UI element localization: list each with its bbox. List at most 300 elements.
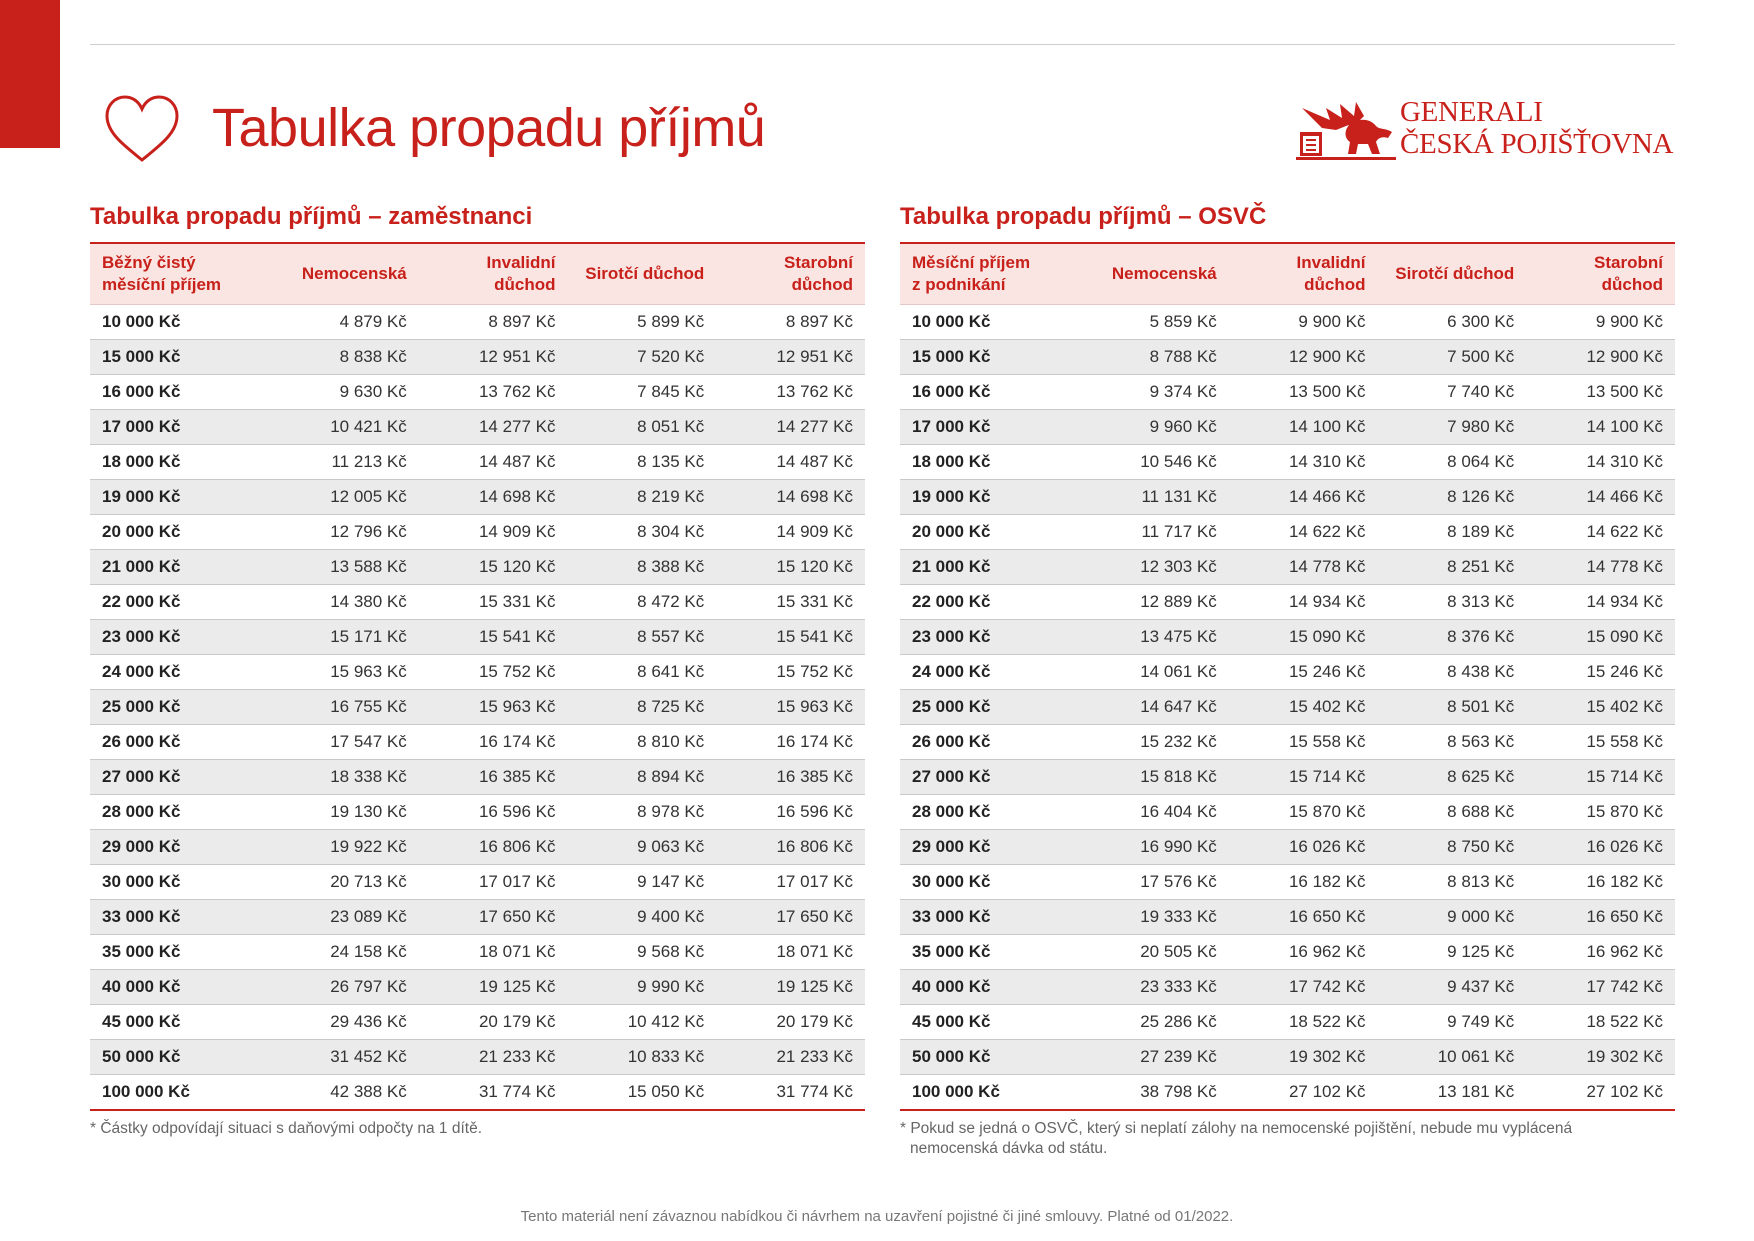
benefit-cell: 14 100 Kč	[1229, 410, 1378, 445]
income-cell: 29 000 Kč	[90, 830, 270, 865]
column-header: Měsíční příjem z podnikání	[900, 243, 1080, 305]
income-cell: 19 000 Kč	[90, 480, 270, 515]
benefit-cell: 16 174 Kč	[419, 725, 568, 760]
income-cell: 15 000 Kč	[90, 340, 270, 375]
benefit-cell: 12 889 Kč	[1080, 585, 1229, 620]
benefit-cell: 8 897 Kč	[716, 305, 865, 340]
benefit-cell: 13 762 Kč	[716, 375, 865, 410]
corner-accent-bar	[0, 0, 60, 148]
benefit-cell: 9 900 Kč	[1526, 305, 1675, 340]
income-cell: 21 000 Kč	[900, 550, 1080, 585]
benefit-cell: 8 189 Kč	[1378, 515, 1527, 550]
income-cell: 16 000 Kč	[900, 375, 1080, 410]
benefit-cell: 18 071 Kč	[716, 935, 865, 970]
benefit-cell: 14 466 Kč	[1229, 480, 1378, 515]
benefit-cell: 31 774 Kč	[776, 1082, 853, 1101]
top-divider	[90, 44, 1675, 45]
table-row	[90, 725, 865, 760]
benefit-cell: 8 501 Kč	[1378, 690, 1527, 725]
benefit-cell: 16 385 Kč	[716, 760, 865, 795]
benefit-cell: 14 487 Kč	[419, 445, 568, 480]
income-cell: 33 000 Kč	[900, 900, 1080, 935]
benefit-cell: 20 179 Kč	[419, 1005, 568, 1040]
income-cell: 26 000 Kč	[900, 725, 1080, 760]
table-row	[90, 1075, 865, 1111]
benefit-cell: 15 402 Kč	[1229, 690, 1378, 725]
benefit-cell: 15 541 Kč	[716, 620, 865, 655]
table-row	[900, 1075, 1675, 1111]
benefit-cell: 14 778 Kč	[1229, 550, 1378, 585]
benefit-cell: 9 630 Kč	[270, 375, 419, 410]
benefit-cell: 14 277 Kč	[419, 410, 568, 445]
benefit-cell: 19 333 Kč	[1080, 900, 1229, 935]
benefit-cell: 14 698 Kč	[716, 480, 865, 515]
benefit-cell: 21 233 Kč	[419, 1040, 568, 1075]
income-cell: 27 000 Kč	[900, 760, 1080, 795]
benefit-cell: 14 909 Kč	[716, 515, 865, 550]
benefit-cell: 10 412 Kč	[568, 1005, 717, 1040]
table-row	[90, 550, 865, 585]
income-cell: 50 000 Kč	[90, 1040, 270, 1075]
benefit-cell: 18 338 Kč	[270, 760, 419, 795]
benefit-cell: 14 487 Kč	[716, 445, 865, 480]
income-cell: 23 000 Kč	[900, 620, 1080, 655]
benefit-cell: 8 810 Kč	[568, 725, 717, 760]
benefit-cell: 15 050 Kč	[627, 1082, 705, 1101]
benefit-cell: 13 588 Kč	[270, 550, 419, 585]
benefit-cell: 15 558 Kč	[1526, 725, 1675, 760]
benefit-cell: 16 962 Kč	[1526, 935, 1675, 970]
table-row	[900, 340, 1675, 375]
benefit-cell: 8 897 Kč	[419, 305, 568, 340]
table-row	[90, 340, 865, 375]
benefit-cell: 42 388 Kč	[330, 1082, 407, 1101]
table-row	[90, 655, 865, 690]
benefit-cell: 15 752 Kč	[419, 655, 568, 690]
benefit-cell: 12 951 Kč	[716, 340, 865, 375]
benefit-cell: 19 125 Kč	[716, 970, 865, 1005]
benefit-cell: 7 740 Kč	[1378, 375, 1527, 410]
benefit-cell: 10 833 Kč	[568, 1040, 717, 1075]
benefit-cell: 9 063 Kč	[568, 830, 717, 865]
income-cell: 40 000 Kč	[90, 970, 270, 1005]
benefit-cell: 8 251 Kč	[1378, 550, 1527, 585]
benefit-cell: 12 303 Kč	[1080, 550, 1229, 585]
benefit-cell: 8 838 Kč	[270, 340, 419, 375]
income-cell: 100 000 Kč	[912, 1082, 1000, 1101]
benefit-cell: 7 845 Kč	[568, 375, 717, 410]
benefit-cell: 15 331 Kč	[716, 585, 865, 620]
benefit-cell: 15 232 Kč	[1080, 725, 1229, 760]
benefit-cell: 17 650 Kč	[419, 900, 568, 935]
benefit-cell: 20 505 Kč	[1080, 935, 1229, 970]
table-row	[90, 375, 865, 410]
benefit-cell: 14 310 Kč	[1229, 445, 1378, 480]
benefit-cell: 19 130 Kč	[270, 795, 419, 830]
benefit-cell: 31 452 Kč	[270, 1040, 419, 1075]
benefit-cell: 17 650 Kč	[716, 900, 865, 935]
benefit-cell: 9 000 Kč	[1378, 900, 1527, 935]
table-row	[90, 480, 865, 515]
table-row	[900, 1005, 1675, 1040]
benefit-cell: 16 174 Kč	[716, 725, 865, 760]
benefit-cell: 15 246 Kč	[1526, 655, 1675, 690]
benefit-cell: 5 899 Kč	[568, 305, 717, 340]
benefit-cell: 27 102 Kč	[1288, 1082, 1366, 1101]
column-header: Běžný čistý měsíční příjem	[90, 243, 270, 305]
benefit-cell: 13 475 Kč	[1080, 620, 1229, 655]
benefit-cell: 10 421 Kč	[270, 410, 419, 445]
benefit-cell: 26 797 Kč	[270, 970, 419, 1005]
benefit-cell: 23 089 Kč	[270, 900, 419, 935]
benefit-cell: 12 005 Kč	[270, 480, 419, 515]
benefit-cell: 14 934 Kč	[1526, 585, 1675, 620]
benefit-cell: 14 909 Kč	[419, 515, 568, 550]
section-title-employees: Tabulka propadu příjmů – zaměstnanci	[90, 203, 533, 230]
benefit-cell: 15 963 Kč	[716, 690, 865, 725]
benefit-cell: 16 650 Kč	[1526, 900, 1675, 935]
generali-logo	[1296, 98, 1676, 162]
benefit-cell: 15 541 Kč	[419, 620, 568, 655]
income-cell: 26 000 Kč	[90, 725, 270, 760]
column-header: Invalidní důchod	[419, 243, 568, 305]
income-cell: 45 000 Kč	[900, 1005, 1080, 1040]
benefit-cell: 9 568 Kč	[568, 935, 717, 970]
footnote-self-employed-line-1: * Pokud se jedná o OSVČ, který si neplatí zálohy na nemocenské pojištění, nebude mu vyplácená	[900, 1120, 1573, 1137]
benefit-cell: 14 698 Kč	[419, 480, 568, 515]
benefit-cell: 16 026 Kč	[1526, 830, 1675, 865]
benefit-cell: 14 647 Kč	[1080, 690, 1229, 725]
benefit-cell: 15 714 Kč	[1526, 760, 1675, 795]
benefit-cell: 15 963 Kč	[270, 655, 419, 690]
benefit-cell: 27 239 Kč	[1080, 1040, 1229, 1075]
income-cell: 30 000 Kč	[90, 865, 270, 900]
table-self-employed	[900, 242, 1675, 1111]
benefit-cell: 16 596 Kč	[419, 795, 568, 830]
benefit-cell: 15 752 Kč	[716, 655, 865, 690]
benefit-cell: 15 870 Kč	[1229, 795, 1378, 830]
table-row	[900, 550, 1675, 585]
income-cell: 27 000 Kč	[90, 760, 270, 795]
table-row	[900, 410, 1675, 445]
benefit-cell: 8 304 Kč	[568, 515, 717, 550]
income-cell: 28 000 Kč	[90, 795, 270, 830]
benefit-cell: 14 622 Kč	[1526, 515, 1675, 550]
table-row	[900, 305, 1675, 340]
benefit-cell: 13 500 Kč	[1526, 375, 1675, 410]
income-cell: 33 000 Kč	[90, 900, 270, 935]
table-row	[90, 865, 865, 900]
benefit-cell: 17 017 Kč	[419, 865, 568, 900]
table-employees	[90, 242, 865, 1111]
benefit-cell: 16 385 Kč	[419, 760, 568, 795]
benefit-cell: 8 313 Kč	[1378, 585, 1527, 620]
benefit-cell: 13 500 Kč	[1229, 375, 1378, 410]
table-row	[90, 585, 865, 620]
benefit-cell: 17 742 Kč	[1229, 970, 1378, 1005]
benefit-cell: 12 951 Kč	[419, 340, 568, 375]
benefit-cell: 8 219 Kč	[568, 480, 717, 515]
income-cell: 15 000 Kč	[900, 340, 1080, 375]
benefit-cell: 16 026 Kč	[1229, 830, 1378, 865]
benefit-cell: 8 557 Kč	[568, 620, 717, 655]
table-row	[90, 305, 865, 340]
footnote-employees-line-1: * Částky odpovídají situaci s daňovými odpočty na 1 dítě.	[90, 1120, 483, 1137]
benefit-cell: 10 061 Kč	[1378, 1040, 1527, 1075]
benefit-cell: 9 900 Kč	[1229, 305, 1378, 340]
benefit-cell: 31 774 Kč	[478, 1082, 556, 1101]
benefit-cell: 9 749 Kč	[1378, 1005, 1527, 1040]
income-cell: 17 000 Kč	[90, 410, 270, 445]
benefit-cell: 20 713 Kč	[270, 865, 419, 900]
benefit-cell: 14 466 Kč	[1526, 480, 1675, 515]
benefit-cell: 14 380 Kč	[270, 585, 419, 620]
benefit-cell: 8 472 Kč	[568, 585, 717, 620]
benefit-cell: 14 778 Kč	[1526, 550, 1675, 585]
benefit-cell: 14 277 Kč	[716, 410, 865, 445]
benefit-cell: 8 625 Kč	[1378, 760, 1527, 795]
benefit-cell: 7 520 Kč	[568, 340, 717, 375]
footnote-employees	[90, 1119, 865, 1139]
column-header: Invalidní důchod	[1229, 243, 1378, 305]
benefit-cell: 14 100 Kč	[1526, 410, 1675, 445]
benefit-cell: 10 546 Kč	[1080, 445, 1229, 480]
benefit-cell: 17 576 Kč	[1080, 865, 1229, 900]
benefit-cell: 29 436 Kč	[270, 1005, 419, 1040]
income-cell: 22 000 Kč	[900, 585, 1080, 620]
benefit-cell: 16 182 Kč	[1229, 865, 1378, 900]
benefit-cell: 17 547 Kč	[270, 725, 419, 760]
benefit-cell: 8 641 Kč	[568, 655, 717, 690]
table-row	[90, 515, 865, 550]
benefit-cell: 16 990 Kč	[1080, 830, 1229, 865]
benefit-cell: 8 126 Kč	[1378, 480, 1527, 515]
benefit-cell: 6 300 Kč	[1378, 305, 1527, 340]
benefit-cell: 16 182 Kč	[1526, 865, 1675, 900]
benefit-cell: 19 125 Kč	[419, 970, 568, 1005]
benefit-cell: 15 818 Kč	[1080, 760, 1229, 795]
table-row	[900, 725, 1675, 760]
income-cell: 20 000 Kč	[900, 515, 1080, 550]
benefit-cell: 7 980 Kč	[1378, 410, 1527, 445]
benefit-cell: 16 962 Kč	[1229, 935, 1378, 970]
benefit-cell: 12 796 Kč	[270, 515, 419, 550]
benefit-cell: 11 717 Kč	[1080, 515, 1229, 550]
benefit-cell: 24 158 Kč	[270, 935, 419, 970]
column-header: Starobní důchod	[716, 243, 865, 305]
benefit-cell: 16 596 Kč	[716, 795, 865, 830]
income-cell: 25 000 Kč	[90, 690, 270, 725]
benefit-cell: 15 171 Kč	[270, 620, 419, 655]
table-row	[900, 1040, 1675, 1075]
table-row	[90, 690, 865, 725]
benefit-cell: 13 181 Kč	[1437, 1082, 1515, 1101]
table-row	[900, 620, 1675, 655]
table-row	[900, 515, 1675, 550]
benefit-cell: 8 135 Kč	[568, 445, 717, 480]
income-cell: 20 000 Kč	[90, 515, 270, 550]
table-row	[90, 410, 865, 445]
income-cell: 17 000 Kč	[900, 410, 1080, 445]
income-cell: 18 000 Kč	[90, 445, 270, 480]
table-row	[900, 480, 1675, 515]
benefit-cell: 8 376 Kč	[1378, 620, 1527, 655]
table-row	[90, 795, 865, 830]
income-cell: 40 000 Kč	[900, 970, 1080, 1005]
benefit-cell: 15 714 Kč	[1229, 760, 1378, 795]
benefit-cell: 8 438 Kč	[1378, 655, 1527, 690]
benefit-cell: 16 404 Kč	[1080, 795, 1229, 830]
logo-line-2: ČESKÁ POJIŠŤOVNA	[1400, 128, 1674, 160]
benefit-cell: 14 310 Kč	[1526, 445, 1675, 480]
table-row	[90, 970, 865, 1005]
benefit-cell: 8 750 Kč	[1378, 830, 1527, 865]
benefit-cell: 9 960 Kč	[1080, 410, 1229, 445]
benefit-cell: 14 061 Kč	[1080, 655, 1229, 690]
benefit-cell: 12 900 Kč	[1229, 340, 1378, 375]
table-row	[900, 935, 1675, 970]
income-cell: 10 000 Kč	[900, 305, 1080, 340]
benefit-cell: 9 400 Kč	[568, 900, 717, 935]
table-row	[90, 830, 865, 865]
benefit-cell: 15 870 Kč	[1526, 795, 1675, 830]
benefit-cell: 16 806 Kč	[419, 830, 568, 865]
income-cell: 25 000 Kč	[900, 690, 1080, 725]
benefit-cell: 17 017 Kč	[716, 865, 865, 900]
table-row	[900, 795, 1675, 830]
heart-icon	[104, 94, 180, 164]
table-row	[90, 760, 865, 795]
table-row	[90, 900, 865, 935]
benefit-cell: 8 064 Kč	[1378, 445, 1527, 480]
table-row	[900, 865, 1675, 900]
income-cell: 16 000 Kč	[90, 375, 270, 410]
income-cell: 35 000 Kč	[90, 935, 270, 970]
column-header: Sirotčí důchod	[1378, 243, 1527, 305]
lion-logo-icon	[1296, 98, 1396, 162]
income-cell: 18 000 Kč	[900, 445, 1080, 480]
table-row	[900, 690, 1675, 725]
income-cell: 10 000 Kč	[90, 305, 270, 340]
legal-disclaimer: Tento materiál není závaznou nabídkou či návrhem na uzavření pojistné či jiné smlouvy. Platné od 01/2022.	[520, 1208, 1234, 1225]
benefit-cell: 23 333 Kč	[1080, 970, 1229, 1005]
benefit-cell: 15 120 Kč	[419, 550, 568, 585]
benefit-cell: 27 102 Kč	[1586, 1082, 1663, 1101]
benefit-cell: 11 213 Kč	[270, 445, 419, 480]
table-row	[90, 935, 865, 970]
benefit-cell: 8 978 Kč	[568, 795, 717, 830]
section-employees	[90, 200, 865, 1139]
table-row	[900, 445, 1675, 480]
benefit-cell: 9 437 Kč	[1378, 970, 1527, 1005]
benefit-cell: 19 302 Kč	[1229, 1040, 1378, 1075]
benefit-cell: 9 147 Kč	[568, 865, 717, 900]
table-row	[900, 970, 1675, 1005]
benefit-cell: 17 742 Kč	[1526, 970, 1675, 1005]
benefit-cell: 15 090 Kč	[1526, 620, 1675, 655]
logo-line-1: GENERALI	[1400, 96, 1543, 128]
benefit-cell: 18 522 Kč	[1229, 1005, 1378, 1040]
benefit-cell: 16 650 Kč	[1229, 900, 1378, 935]
benefit-cell: 9 125 Kč	[1378, 935, 1527, 970]
footnote-self-employed	[900, 1119, 1675, 1159]
benefit-cell: 25 286 Kč	[1080, 1005, 1229, 1040]
income-cell: 22 000 Kč	[90, 585, 270, 620]
income-cell: 29 000 Kč	[900, 830, 1080, 865]
income-cell: 35 000 Kč	[900, 935, 1080, 970]
table-row	[900, 655, 1675, 690]
income-cell: 30 000 Kč	[900, 865, 1080, 900]
benefit-cell: 19 302 Kč	[1526, 1040, 1675, 1075]
benefit-cell: 9 374 Kč	[1080, 375, 1229, 410]
column-header: Nemocenská	[270, 243, 419, 305]
benefit-cell: 15 558 Kč	[1229, 725, 1378, 760]
benefit-cell: 20 179 Kč	[716, 1005, 865, 1040]
benefit-cell: 21 233 Kč	[716, 1040, 865, 1075]
income-cell: 23 000 Kč	[90, 620, 270, 655]
benefit-cell: 12 900 Kč	[1526, 340, 1675, 375]
benefit-cell: 4 879 Kč	[270, 305, 419, 340]
table-row	[900, 900, 1675, 935]
income-cell: 24 000 Kč	[90, 655, 270, 690]
benefit-cell: 8 688 Kč	[1378, 795, 1527, 830]
benefit-cell: 16 755 Kč	[270, 690, 419, 725]
benefit-cell: 8 051 Kč	[568, 410, 717, 445]
benefit-cell: 15 090 Kč	[1229, 620, 1378, 655]
column-header: Sirotčí důchod	[568, 243, 717, 305]
column-header: Nemocenská	[1080, 243, 1229, 305]
benefit-cell: 15 331 Kč	[419, 585, 568, 620]
table-row	[90, 445, 865, 480]
table-row	[90, 1040, 865, 1075]
income-cell: 21 000 Kč	[90, 550, 270, 585]
benefit-cell: 38 798 Kč	[1140, 1082, 1217, 1101]
benefit-cell: 11 131 Kč	[1080, 480, 1229, 515]
benefit-cell: 7 500 Kč	[1378, 340, 1527, 375]
table-row	[90, 1005, 865, 1040]
benefit-cell: 9 990 Kč	[568, 970, 717, 1005]
benefit-cell: 8 725 Kč	[568, 690, 717, 725]
benefit-cell: 8 563 Kč	[1378, 725, 1527, 760]
benefit-cell: 8 788 Kč	[1080, 340, 1229, 375]
table-row	[90, 620, 865, 655]
table-row	[900, 375, 1675, 410]
benefit-cell: 15 246 Kč	[1229, 655, 1378, 690]
section-title-self-employed: Tabulka propadu příjmů – OSVČ	[900, 203, 1267, 230]
income-cell: 50 000 Kč	[900, 1040, 1080, 1075]
income-cell: 28 000 Kč	[900, 795, 1080, 830]
benefit-cell: 18 522 Kč	[1526, 1005, 1675, 1040]
benefit-cell: 8 894 Kč	[568, 760, 717, 795]
benefit-cell: 18 071 Kč	[419, 935, 568, 970]
table-row	[900, 830, 1675, 865]
benefit-cell: 14 934 Kč	[1229, 585, 1378, 620]
benefit-cell: 5 859 Kč	[1080, 305, 1229, 340]
benefit-cell: 14 622 Kč	[1229, 515, 1378, 550]
benefit-cell: 15 120 Kč	[716, 550, 865, 585]
table-row	[900, 585, 1675, 620]
income-cell: 19 000 Kč	[900, 480, 1080, 515]
page-title: Tabulka propadu příjmů	[212, 98, 766, 158]
benefit-cell: 8 813 Kč	[1378, 865, 1527, 900]
table-row	[900, 760, 1675, 795]
section-self-employed	[900, 200, 1675, 1159]
benefit-cell: 8 388 Kč	[568, 550, 717, 585]
footnote-self-employed-line-2: nemocenská dávka od státu.	[910, 1140, 1108, 1157]
income-cell: 45 000 Kč	[90, 1005, 270, 1040]
income-cell: 100 000 Kč	[102, 1082, 190, 1101]
benefit-cell: 16 806 Kč	[716, 830, 865, 865]
